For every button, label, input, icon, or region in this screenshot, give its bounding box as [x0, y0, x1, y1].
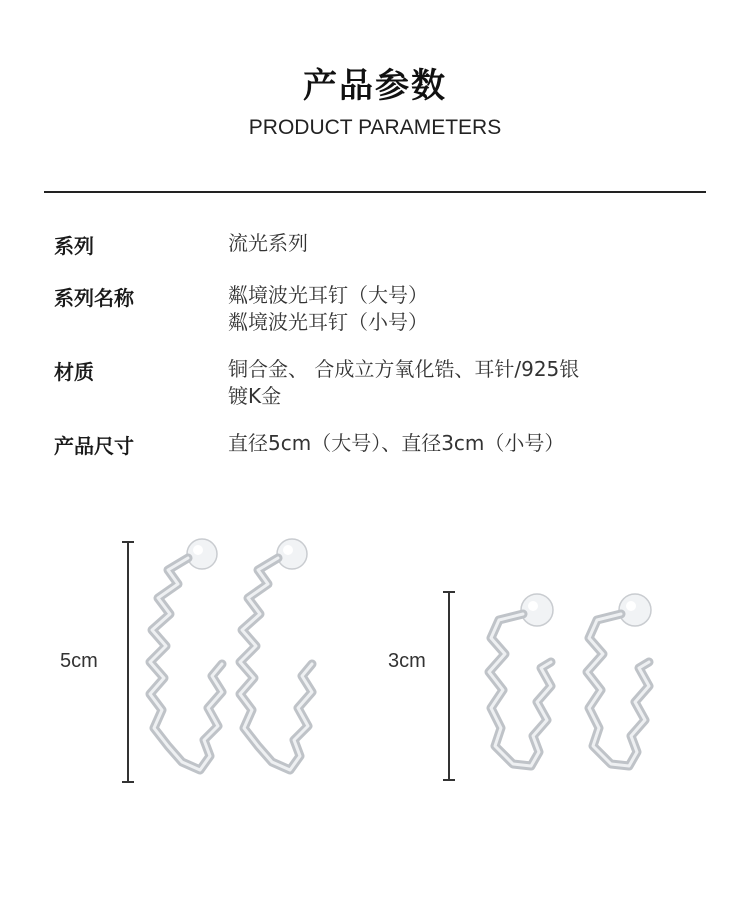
earring-small-right	[587, 594, 651, 766]
spec-value	[228, 430, 688, 457]
spec-value	[228, 230, 688, 257]
divider	[44, 191, 706, 193]
spec-label: 材质	[54, 360, 94, 384]
earring-small-left	[489, 594, 553, 766]
spec-value	[228, 282, 688, 336]
page-title: 产品参数	[303, 66, 447, 106]
spec-label: 系列	[54, 234, 94, 258]
spec-value-line: 直径5cm（大号）、直径3cm（小号）	[228, 431, 565, 455]
small-dimension-bracket	[443, 592, 455, 780]
earring-large-left	[150, 539, 222, 770]
spec-value-line: 粼境波光耳钉（大号）	[228, 283, 428, 307]
spec-value-line: 流光系列	[228, 231, 308, 255]
spec-label: 系列名称	[54, 286, 134, 310]
large-size-label: 5cm	[60, 650, 98, 672]
small-size-label: 3cm	[388, 650, 426, 672]
spec-value-line: 镀K金	[228, 384, 282, 408]
spec-value	[228, 356, 688, 410]
page-subtitle: PRODUCT PARAMETERS	[248, 116, 502, 139]
spec-value-line: 粼境波光耳钉（小号）	[228, 310, 428, 334]
earring-large-right	[240, 539, 312, 770]
small-earrings-image	[435, 580, 675, 790]
large-earrings-image	[110, 530, 350, 800]
large-dimension-bracket	[122, 542, 134, 782]
spec-value-line: 铜合金、 合成立方氧化锆、耳针/925银	[228, 357, 580, 381]
spec-label: 产品尺寸	[54, 434, 134, 458]
